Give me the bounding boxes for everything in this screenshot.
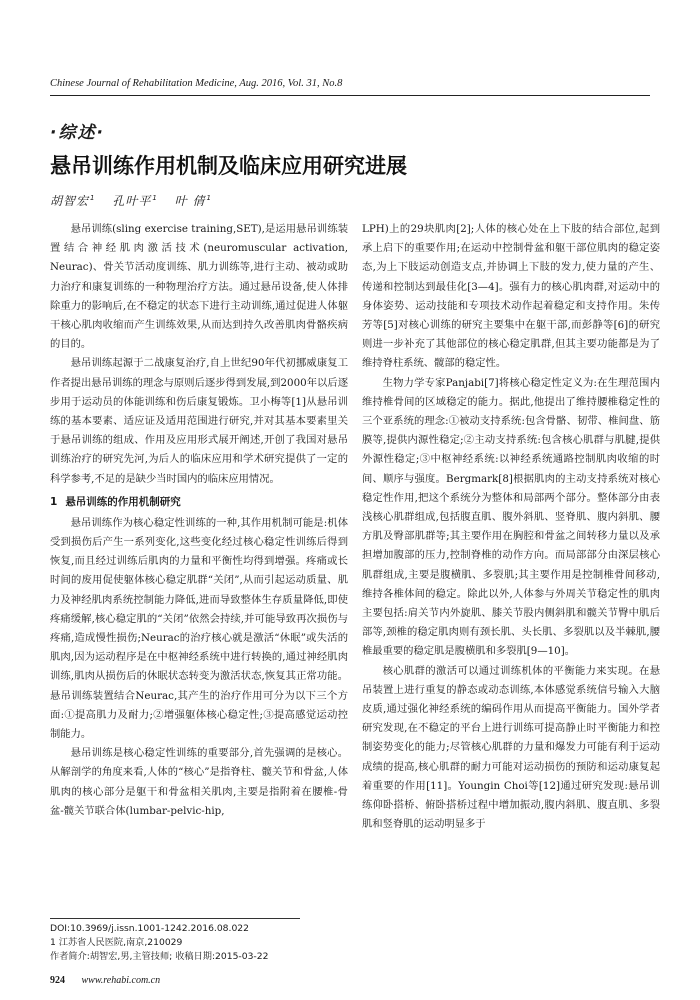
author-name: 叶 倩$^1$ <box>174 194 212 208</box>
page-footer <box>50 975 160 986</box>
author-name: 胡智宏$^1$ <box>50 194 96 208</box>
left-column <box>50 220 348 821</box>
right-column <box>362 220 660 835</box>
footnote-rule <box>50 918 300 919</box>
doi-line: DOI:10.3969/j.issn.1001-1242.2016.08.022 <box>50 923 249 934</box>
body-paragraph: LPH)上的29块肌肉[2];人体的核心处在上下肢的结合部位,起到承上启下的重要作用;在运动中控制骨盆和躯干部位肌肉的稳定姿态,为上下肢运动创造支点,并协调上下肢的发力,使力量的产生、传递和控制达到最佳化[3—4]。强有力的核心肌肉群,对运动中的身体姿势、运动技能和专项技术动作起着稳定和支持作用。朱传芳等[5]对核心训练的研究主要集中在躯干部,而彭静等[6]的研究则进一步补充了其他部位的核心稳定肌群,但其主要功能都是为了维持脊柱系统、髋部的稳定性。 <box>362 223 660 370</box>
section-label: ·综述· <box>50 123 105 143</box>
header-rule <box>50 95 650 96</box>
body-paragraph: 悬吊训练是核心稳定性训练的重要部分,首先强调的是核心。从解剖学的角度来看,人体的“核心”是指脊柱、髋关节和骨盆,人体肌肉的核心部分是躯干和骨盆相关肌肉,主要是指附着在腰椎-骨盆-髋关节联合体(lumbar-pelvic-hip, <box>50 747 348 817</box>
body-paragraph: 悬吊训练作为核心稳定性训练的一种,其作用机制可能是:机体受到损伤后产生一系列变化,这些变化经过核心稳定性训练后得到恢复,而且经过训练后肌肉的力量和平衡性均得到增强。疼痛或长时间的废用促使躯体核心稳定肌群“关闭”,从而引起运动质量、肌力及神经肌肉系统控制能力降低,进而导致整体生存质量降低,即使疼痛缓解,核心稳定肌的“关闭”依然会持续,并可能导致再次损伤与疼痛,造成慢性损伤;Neurac的治疗核心就是激活“休眠”或失活的肌肉,因为运动程序是在中枢神经系统中进行转换的,通过神经肌肉训练,肌肉从损伤后的休眠状态转变为激活状态,恢复其正常功能。悬吊训练装置结合Neurac,其产生的治疗作用可分为以下三个方面:①提高肌力及耐力;②增强躯体核心稳定性;③提高感觉运动控制能力。 <box>50 516 348 741</box>
author-list <box>50 192 224 209</box>
body-paragraph: 悬吊训练(sling exercise training,SET),是运用悬吊训练装置结合神经肌肉激活技术(neuromuscular activation, Neurac)、骨关节活动度训练、肌力训练等,进行主动、被动或助力治疗和康复训练的一种物理治疗方法。通过悬吊设备,使人体排除重力的影响后,在不稳定的状态下进行主动训练,通过促进人体躯干核心肌肉收缩而产生训练效果,从而达到持久改善肌肉骨骼疾病的目的。 <box>50 223 348 351</box>
body-paragraph: 核心肌群的激活可以通过训练机体的平衡能力来实现。在悬吊装置上进行重复的静态或动态训练,本体感觉系统信号输入大脑皮质,通过强化神经系统的编码作用从而提高平衡能力。国外学者研究发现,在不稳定的平台上进行训练可提高静止时平衡能力和控制姿势变化的能力;尽管核心肌群的力量和爆发力可能有利于运动成绩的提高,核心肌群的耐力可能对运动损伤的预防和运动康复起着重要的作用[11]。Youngin Choi等[12]通过研究发现:悬吊训练仰卧搭桥、俯卧搭桥过程中增加振动,腹内斜肌、腹直肌、多裂肌和竖脊肌的运动明显多于 <box>362 664 660 831</box>
body-paragraph: 生物力学专家Panjabi[7]将核心稳定性定义为:在生理范围内维持椎骨间的区域稳定的能力。据此,他提出了维持腰椎稳定性的三个亚系统的理念:①被动支持系统:包含骨骼、韧带、椎间盘、筋膜等,提供内源性稳定;②主动支持系统:包含核心肌群与肌腱,提供外源性稳定;③中枢神经系统:以神经系统通路控制肌肉收缩的时间、顺序与强度。Bergmark[8]根据肌肉的主动支持系统对核心稳定性作用,把这个系统分为整体和局部两个部分。整体部分由表浅核心肌群组成,包括腹直肌、腹外斜肌、竖脊肌、腹内斜肌、腰方肌及臀部肌群等;其主要作用在胸腔和骨盆之间转移力量以及承担增加腹部的压力,控制脊椎的动作方向。而局部部分由深层核心肌群组成,主要是腹横肌、多裂肌;其主要作用是控制椎骨间移动,维持各椎体间的稳定。除此以外,人体参与外周关节稳定性的肌肉主要包括:肩关节内外旋肌、膝关节股内侧斜肌和髋关节臀中肌后部等,颈椎的稳定肌肉则有颈长肌、头长肌、多裂肌以及半棘肌,腰椎最重要的稳定肌是腹横肌和多裂肌[9—10]。 <box>362 376 660 658</box>
paper-title: 悬吊训练作用机制及临床应用研究进展 <box>50 154 407 178</box>
section-heading: 1 悬吊训练的作用机制研究 <box>50 495 181 508</box>
journal-header: Chinese Journal of Rehabilitation Medicine, Aug. 2016, Vol. 31, No.8 <box>50 78 343 89</box>
footnotes <box>50 922 268 964</box>
author-info-line: 作者简介:胡智宏,男,主管技师; 收稿日期:2015-03-22 <box>50 951 269 962</box>
body-paragraph: 悬吊训练起源于二战康复治疗,自上世纪90年代初挪威康复工作者提出悬吊训练的理念与原则后逐步得到发展,到2000年以后逐步用于运动员的体能训练和伤后康复锻炼。卫小梅等[1]从悬吊训练的基本要素、适应证及适用范围进行研究,并对其基本要素里关于悬吊训练的组成、作用及应用形式展开阐述,开创了我国对悬吊训练治疗的研究先河,为后人的临床应用和学术研究提供了一定的科学参考,不足的是缺少当时国内的临床应用情况。 <box>50 357 348 485</box>
page-number: 924 <box>50 975 65 986</box>
journal-url: www.rehabi.com.cn <box>81 975 161 986</box>
author-name: 孔叶平$^1$ <box>112 194 158 208</box>
affiliation-line: 1 江苏省人民医院,南京,210029 <box>50 937 183 948</box>
